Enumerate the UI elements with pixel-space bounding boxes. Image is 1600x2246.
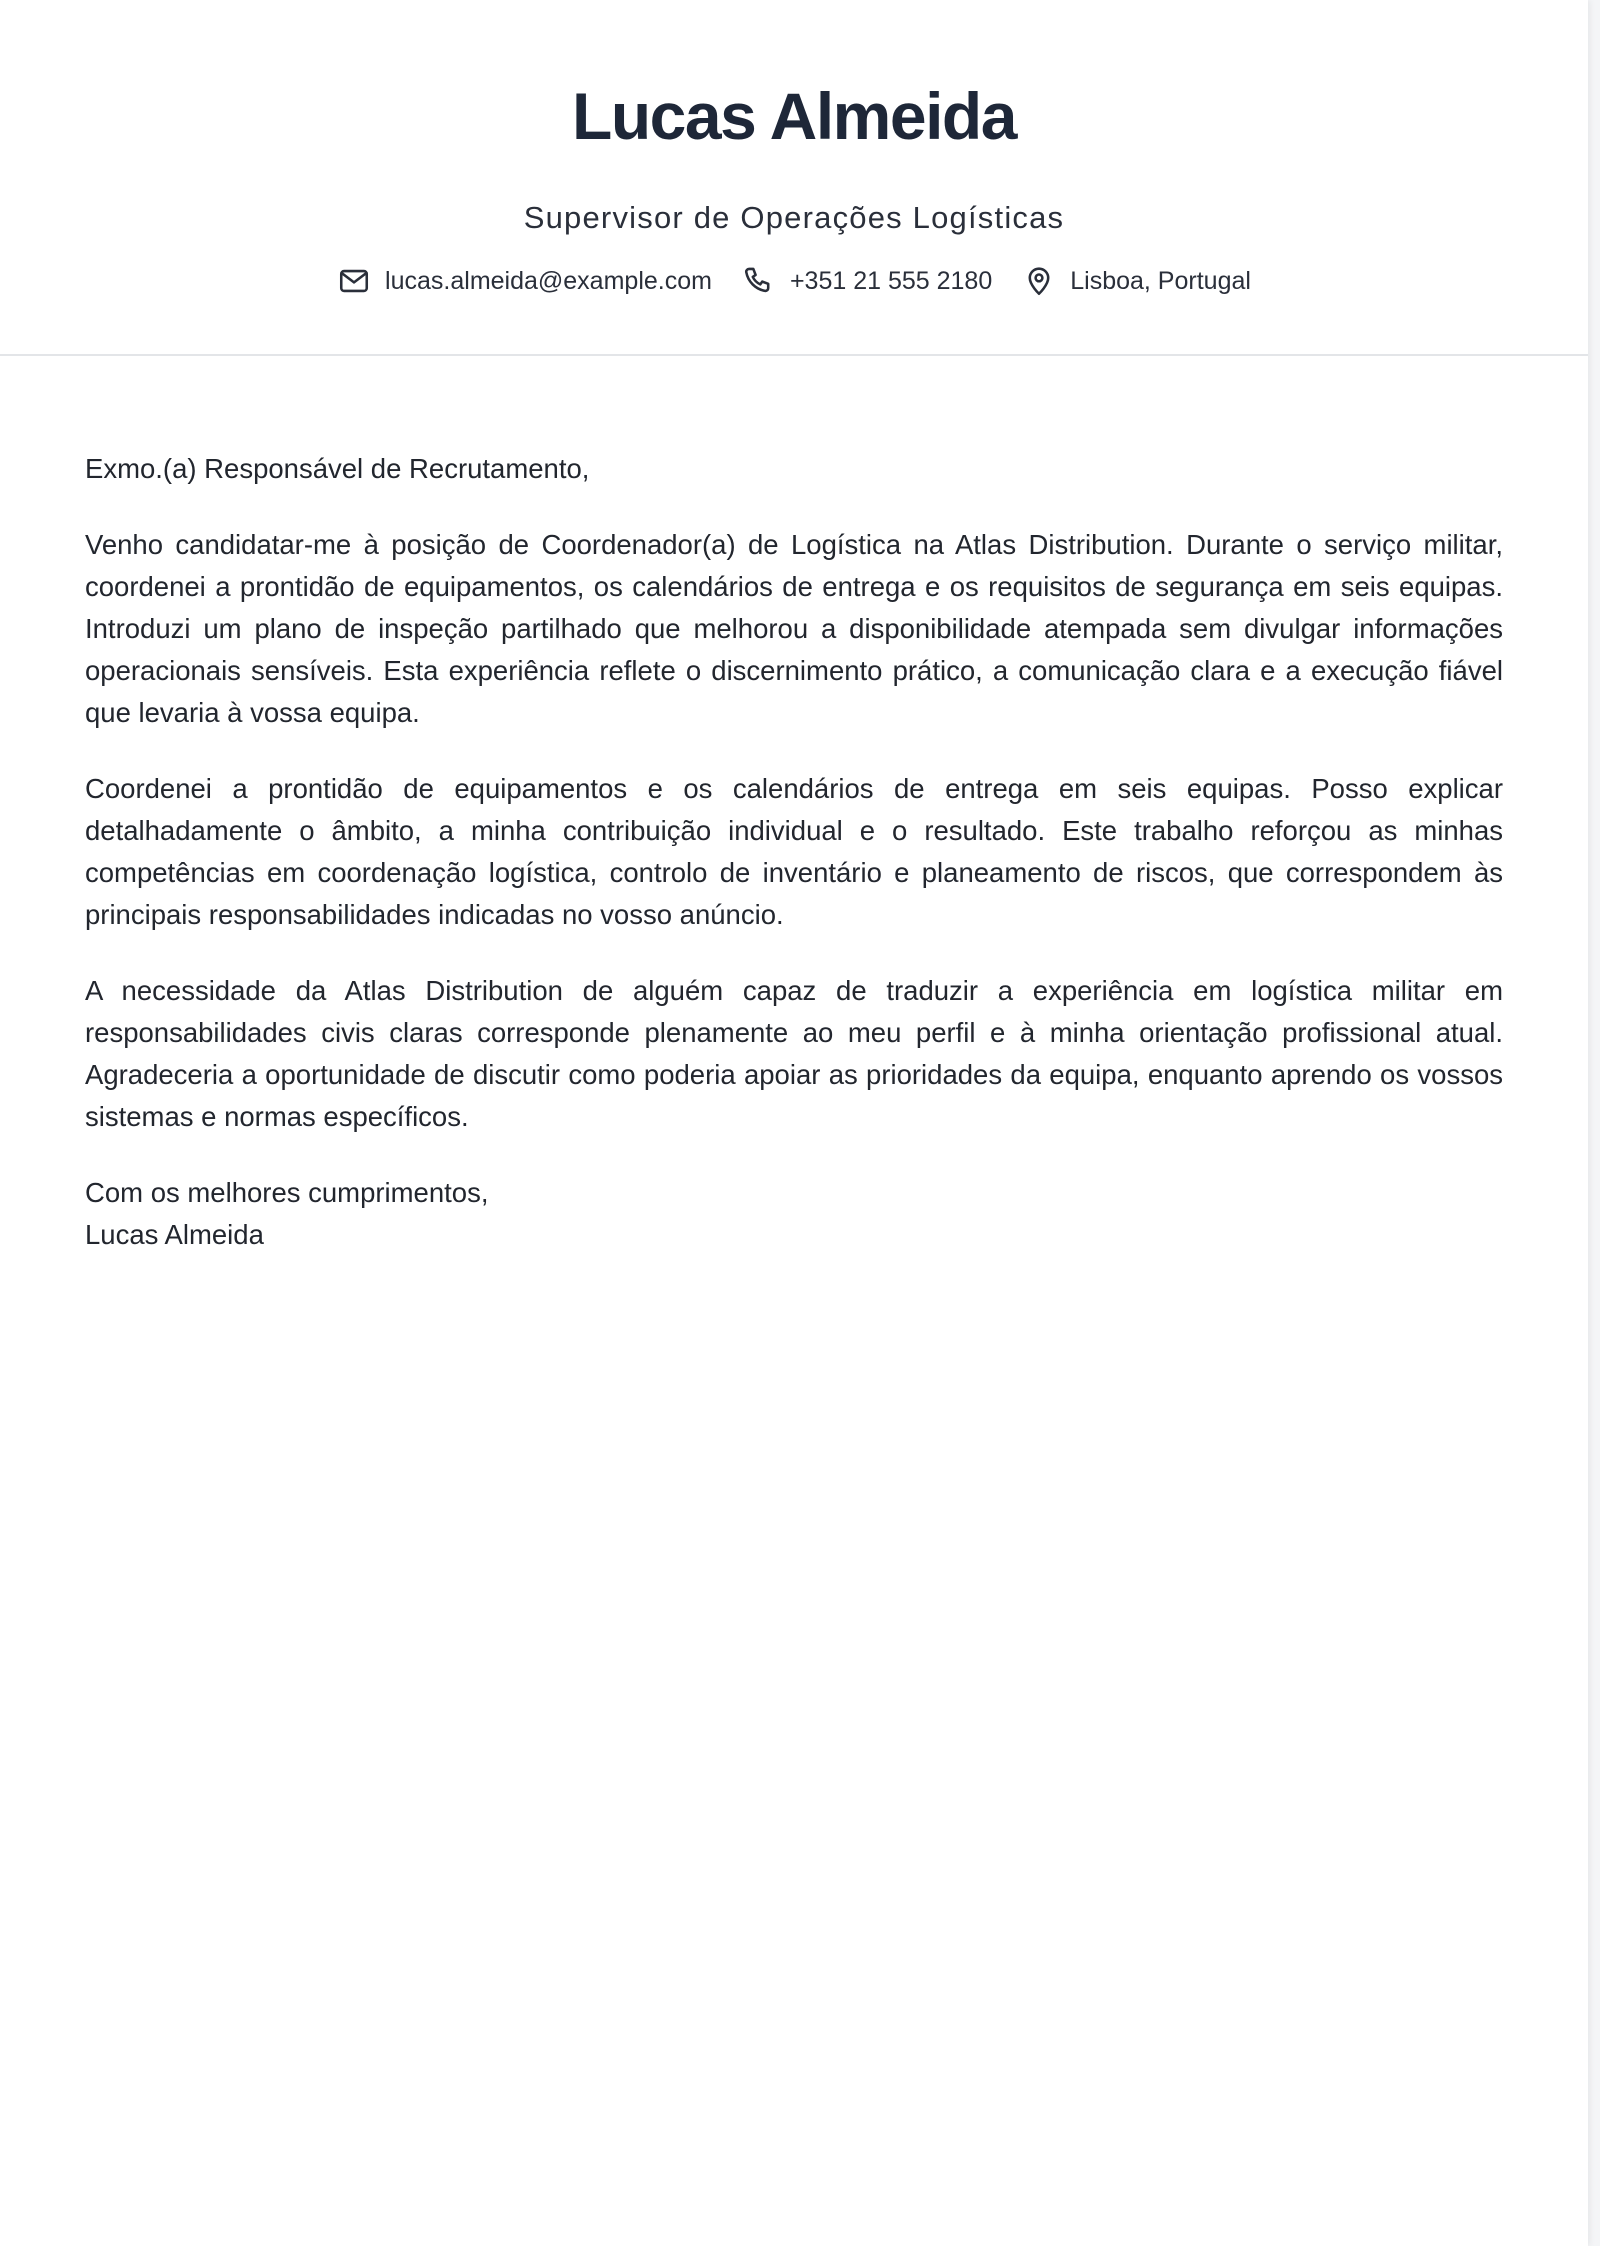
contact-phone[interactable] <box>742 264 992 298</box>
letter-paragraph-3: A necessidade da Atlas Distribution de alguém capaz de traduzir a experiência em logística militar em responsabilidades civis claras corresponde plenamente ao meu perfil e à minha orientação profissional atual. Agradeceria a oportunidade de discutir como poderia apoiar as prioridades da equipa, enquanto aprendo os vossos sistemas e normas específicos. <box>85 975 1503 1132</box>
map-pin-icon <box>1022 264 1056 298</box>
contact-location-text: Lisboa, Portugal <box>1070 266 1251 295</box>
letter-paragraph-1: Venho candidatar-me à posição de Coordenador(a) de Logística na Atlas Distribution. Durante o serviço militar, coordenei a prontidão de equipamentos, os calendários de entrega e os requisitos de segurança em seis equipas. Introduzi um plano de inspeção partilhado que melhorou a disponibilidade atempada sem divulgar informações operacionais sensíveis. Esta experiência reflete o discernimento prático, a comunicação clara e a execução fiável que levaria à vossa equipa. <box>85 529 1503 728</box>
letter-paragraph-2: Coordenei a prontidão de equipamentos e os calendários de entrega em seis equipas. Posso explicar detalhadamente o âmbito, a minha contribuição individual e o resultado. Este trabalho reforçou as minhas competências em coordenação logística, controlo de inventário e planeamento de riscos, que correspondem às principais responsabilidades indicadas no vosso anúncio. <box>85 773 1503 930</box>
letter-body <box>0 356 1588 1256</box>
letter-closing: Com os melhores cumprimentos, <box>85 1177 489 1208</box>
contact-email-text[interactable]: lucas.almeida@example.com <box>385 266 712 295</box>
contact-phone-text[interactable]: +351 21 555 2180 <box>789 266 993 295</box>
contact-email[interactable] <box>337 264 712 298</box>
mail-icon <box>337 264 371 298</box>
contact-location <box>1022 264 1251 298</box>
letter-closing-block <box>85 1172 1503 1256</box>
applicant-title: Supervisor de Operações Logísticas <box>523 200 1065 235</box>
letter-signature: Lucas Almeida <box>85 1219 264 1250</box>
phone-icon <box>742 264 776 298</box>
contact-row <box>0 264 1588 298</box>
letter-header <box>0 0 1588 356</box>
letter-salutation: Exmo.(a) Responsável de Recrutamento, <box>85 453 590 484</box>
applicant-name: Lucas Almeida <box>572 79 1016 153</box>
